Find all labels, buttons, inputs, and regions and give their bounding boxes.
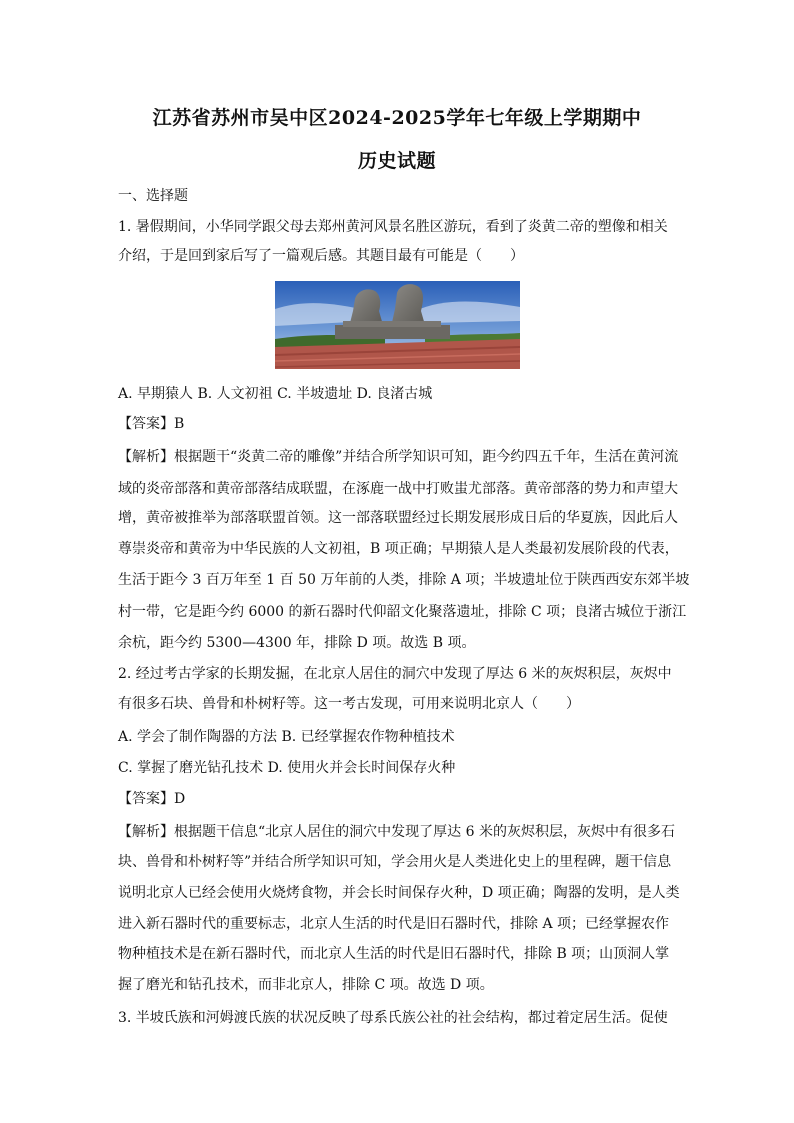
q2-analysis-line: 进入新石器时代的重要标志，北京人生活的时代是旧石器时代，排除 A 项；已经掌握农作 <box>118 916 670 932</box>
section-heading: 一、选择题 <box>118 188 188 204</box>
q1-analysis-line: 余杭，距今约 5300—4300 年，排除 D 项。故选 B 项。 <box>118 635 476 651</box>
q1-analysis-line: 村一带，它是距今约 6000 的新石器时代仰韶文化聚落遗址，排除 C 项；良渚古城位于浙江 <box>118 604 687 620</box>
q1-analysis-line: 尊崇炎帝和黄帝为中华民族的人文初祖，B 项正确；早期猿人是人类最初发展阶段的代表， <box>118 541 679 557</box>
q1-answer: 【答案】B <box>118 416 185 432</box>
q1-stem-line-1: 1. 暑假期间，小华同学跟父母去郑州黄河风景名胜区游玩，看到了炎黄二帝的塑像和相关 <box>118 219 668 235</box>
yan-huang-statue-image <box>275 281 520 369</box>
q2-analysis-line: 块、兽骨和朴树籽等”并结合所学知识可知，学会用火是人类进化史上的里程碑，题干信息 <box>118 854 672 870</box>
document-subtitle: 历史试题 <box>357 150 436 172</box>
q2-analysis-line: 物种植技术是在新石器时代，而北京人生活的时代是旧石器时代，排除 B 项；山顶洞人掌 <box>118 946 670 962</box>
q2-answer: 【答案】D <box>118 791 186 807</box>
q3-stem-line-1: 3. 半坡氏族和河姆渡氏族的状况反映了母系氏族公社的社会结构，都过着定居生活。促使 <box>118 1010 668 1026</box>
document-title: 江苏省苏州市吴中区2024-2025学年七年级上学期期中 <box>152 107 642 129</box>
q2-stem-line-2: 有很多石块、兽骨和朴树籽等。这一考古发现，可用来说明北京人（ ） <box>118 696 580 712</box>
q2-analysis-line: 握了磨光和钻孔技术，而非北京人，排除 C 项。故选 D 项。 <box>118 977 494 993</box>
q1-analysis-line: 增，黄帝被推举为部落联盟首领。这一部落联盟经过长期发展形成日后的华夏族，因此后人 <box>118 510 678 526</box>
q2-analysis-line: 说明北京人已经会使用火烧烤食物，并会长时间保存火种，D 项正确；陶器的发明，是人类 <box>118 885 680 901</box>
q1-stem-line-2: 介绍，于是回到家后写了一篇观后感。其题目最有可能是（ ） <box>118 248 524 264</box>
q1-analysis-line: 生活于距今 3 百万年至 1 百 50 万年前的人类，排除 A 项；半坡遗址位于陕西西安东郊半坡 <box>118 572 690 588</box>
q2-options-line-1: A. 学会了制作陶器的方法 B. 已经掌握农作物种植技术 <box>118 729 455 745</box>
q2-stem-line-1: 2. 经过考古学家的长期发掘，在北京人居住的洞穴中发现了厚达 6 米的灰烬积层，灰烬中 <box>118 666 672 682</box>
q1-analysis-line: 【解析】根据题干“炎黄二帝的雕像”并结合所学知识可知，距今约四五千年，生活在黄河流 <box>118 449 679 465</box>
q1-options: A. 早期猿人 B. 人文初祖 C. 半坡遗址 D. 良渚古城 <box>118 386 433 402</box>
q2-analysis-line: 【解析】根据题干信息“北京人居住的洞穴中发现了厚达 6 米的灰烬积层，灰烬中有很多石 <box>118 824 675 840</box>
q2-options-line-2: C. 掌握了磨光钻孔技术 D. 使用火并会长时间保存火种 <box>118 760 456 776</box>
q1-analysis-line: 域的炎帝部落和黄帝部落结成联盟，在涿鹿一战中打败蚩尤部落。黄帝部落的势力和声望大 <box>118 481 678 497</box>
